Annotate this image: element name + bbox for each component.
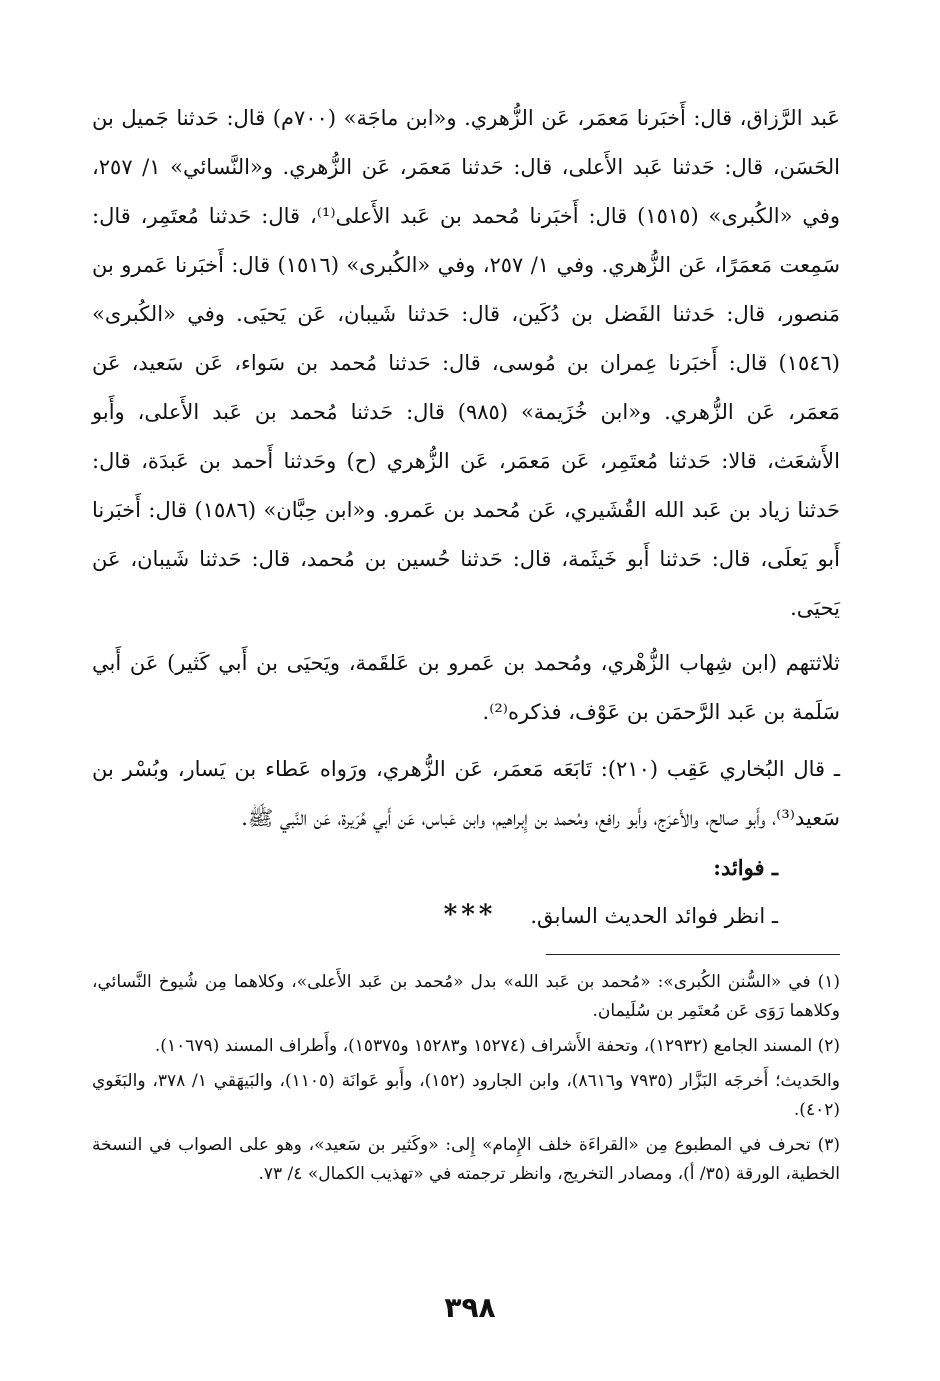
page-number: ٣٩٨ <box>444 1291 496 1324</box>
main-text <box>92 94 840 941</box>
footnote-2: (٢) المسند الجامع (١٢٩٣٢)، وتحفة الأَشراف (١٥٢٧٤ و١٥٢٨٣ و١٥٣٧٥)، وأَطراف المسند (١٠٦٧٩). <box>154 1036 840 1056</box>
body-paragraph-thalathatuhum: ثلاثتهم (ابن شِهاب الزُّهْري، ومُحمد بن عَمرو بن عَلقَمة، ويَحيَى بن أَبي كَثير) عَن أَبي سَلَمة بن عَبد الرَّحمَن بن عَوْف، فذكره⁽²⁾. <box>92 651 840 724</box>
section-separator: *** <box>443 900 497 930</box>
benefits-text: ـ انظر فوائد الحديث السابق. <box>530 904 778 928</box>
footnote-3: (٣) تحرف في المطبوع مِن «القراءَة خلف الإِمام» إِلى: «وكَثير بن سَعيد»، وهو على الصواب في النسخة الخطية، الورقة (٣٥/ أ)، ومصادر التخريج، وانظر ترجمته في «تهذيب الكمال» ٤/ ٧٣. <box>92 1135 840 1184</box>
body-paragraph-bukhari: ـ قال البُخاري عَقِب (٢١٠): تَابَعَه مَعمَر، عَن الزُّهري، ورَواه عَطاء بن يَسار، وبُسْر بن سَعيد⁽³⁾، وأَبو صالح، والأَعرَج، وأَبو رافع، ومُحمد بن إِبراهيم، وابن عَباس، عَن أَبي هُرَيرة، عَن النَّبي ﷺ. <box>92 757 841 830</box>
footnote-2-continuation: والحَديث؛ أَخرجَه البَزَّار (٧٩٣٥ و٨٦١٦)، وابن الجارود (١٥٢)، وأَبو عَوانَة (١١٠٥)، والبَيهَقي ١/ ٣٧٨، والبَغَوي (٤٠٢). <box>92 1071 840 1120</box>
body-paragraph-isnad: عَبد الرَّزاق، قال: أَخبَرنا مَعمَر، عَن الزُّهري. و«ابن ماجَة» (٧٠٠م) قال: حَدثنا جَميل بن الحَسَن، قال: حَدثنا عَبد الأَعلى، قال: حَدثنا مَعمَر، عَن الزُّهري. و«النَّسائي» ١/ ٢٥٧، وفي «الكُبرى» (١٥١٥) قال: أَخبَرنا مُحمد بن عَبد الأَعلى⁽¹⁾، قال: حَدثنا مُعتَمِر، قال: سَمِعت مَعمَرًا، عَن الزُّهري. وفي ١/ ٢٥٧، وفي «الكُبرى» (١٥١٦) قال: أَخبَرنا عَمرو بن مَنصور، قال: حَدثنا الفَضل بن دُكَين، قال: حَدثنا شَيبان، عَن يَحيَى. وفي «الكُبرى» (١٥٤٦) قال: أَخبَرنا عِمران بن مُوسى، قال: حَدثنا مُحمد بن سَواء، عَن سَعيد، عَن مَعمَر، عَن الزُّهري. و«ابن خُزَيمة» (٩٨٥) قال: حَدثنا مُحمد بن عَبد الأَعلى، وأَبو الأَشعَث، قالا: حَدثنا مُعتَمِر، عَن مَعمَر، عَن الزُّهري (ح) وحَدثنا أَحمد بن عَبدَة، قال: حَدثنا زياد بن عَبد الله القُشَيري، عَن مُحمد بن عَمرو. و«ابن حِبَّان» (١٥٨٦) قال: أَخبَرنا أَبو يَعلَى، قال: حَدثنا أَبو خَيثَمة، قال: حَدثنا حُسين بن مُحمد، قال: حَدثنا شَيبان، عَن يَحيَى. <box>92 106 841 620</box>
footnote-1: (١) في «السُّنن الكُبرى»: «مُحمد بن عَبد الله» بدل «مُحمد بن عَبد الأَعلى»، وكلاهما مِن شُيوخ النَّسائي، وكلاهما رَوَى عَن مُعتَمِر بن سُلَيمان. <box>92 972 840 1021</box>
benefits-heading: ـ فوائد: <box>713 855 778 880</box>
footnotes <box>92 968 840 1195</box>
footnote-divider <box>546 954 840 955</box>
